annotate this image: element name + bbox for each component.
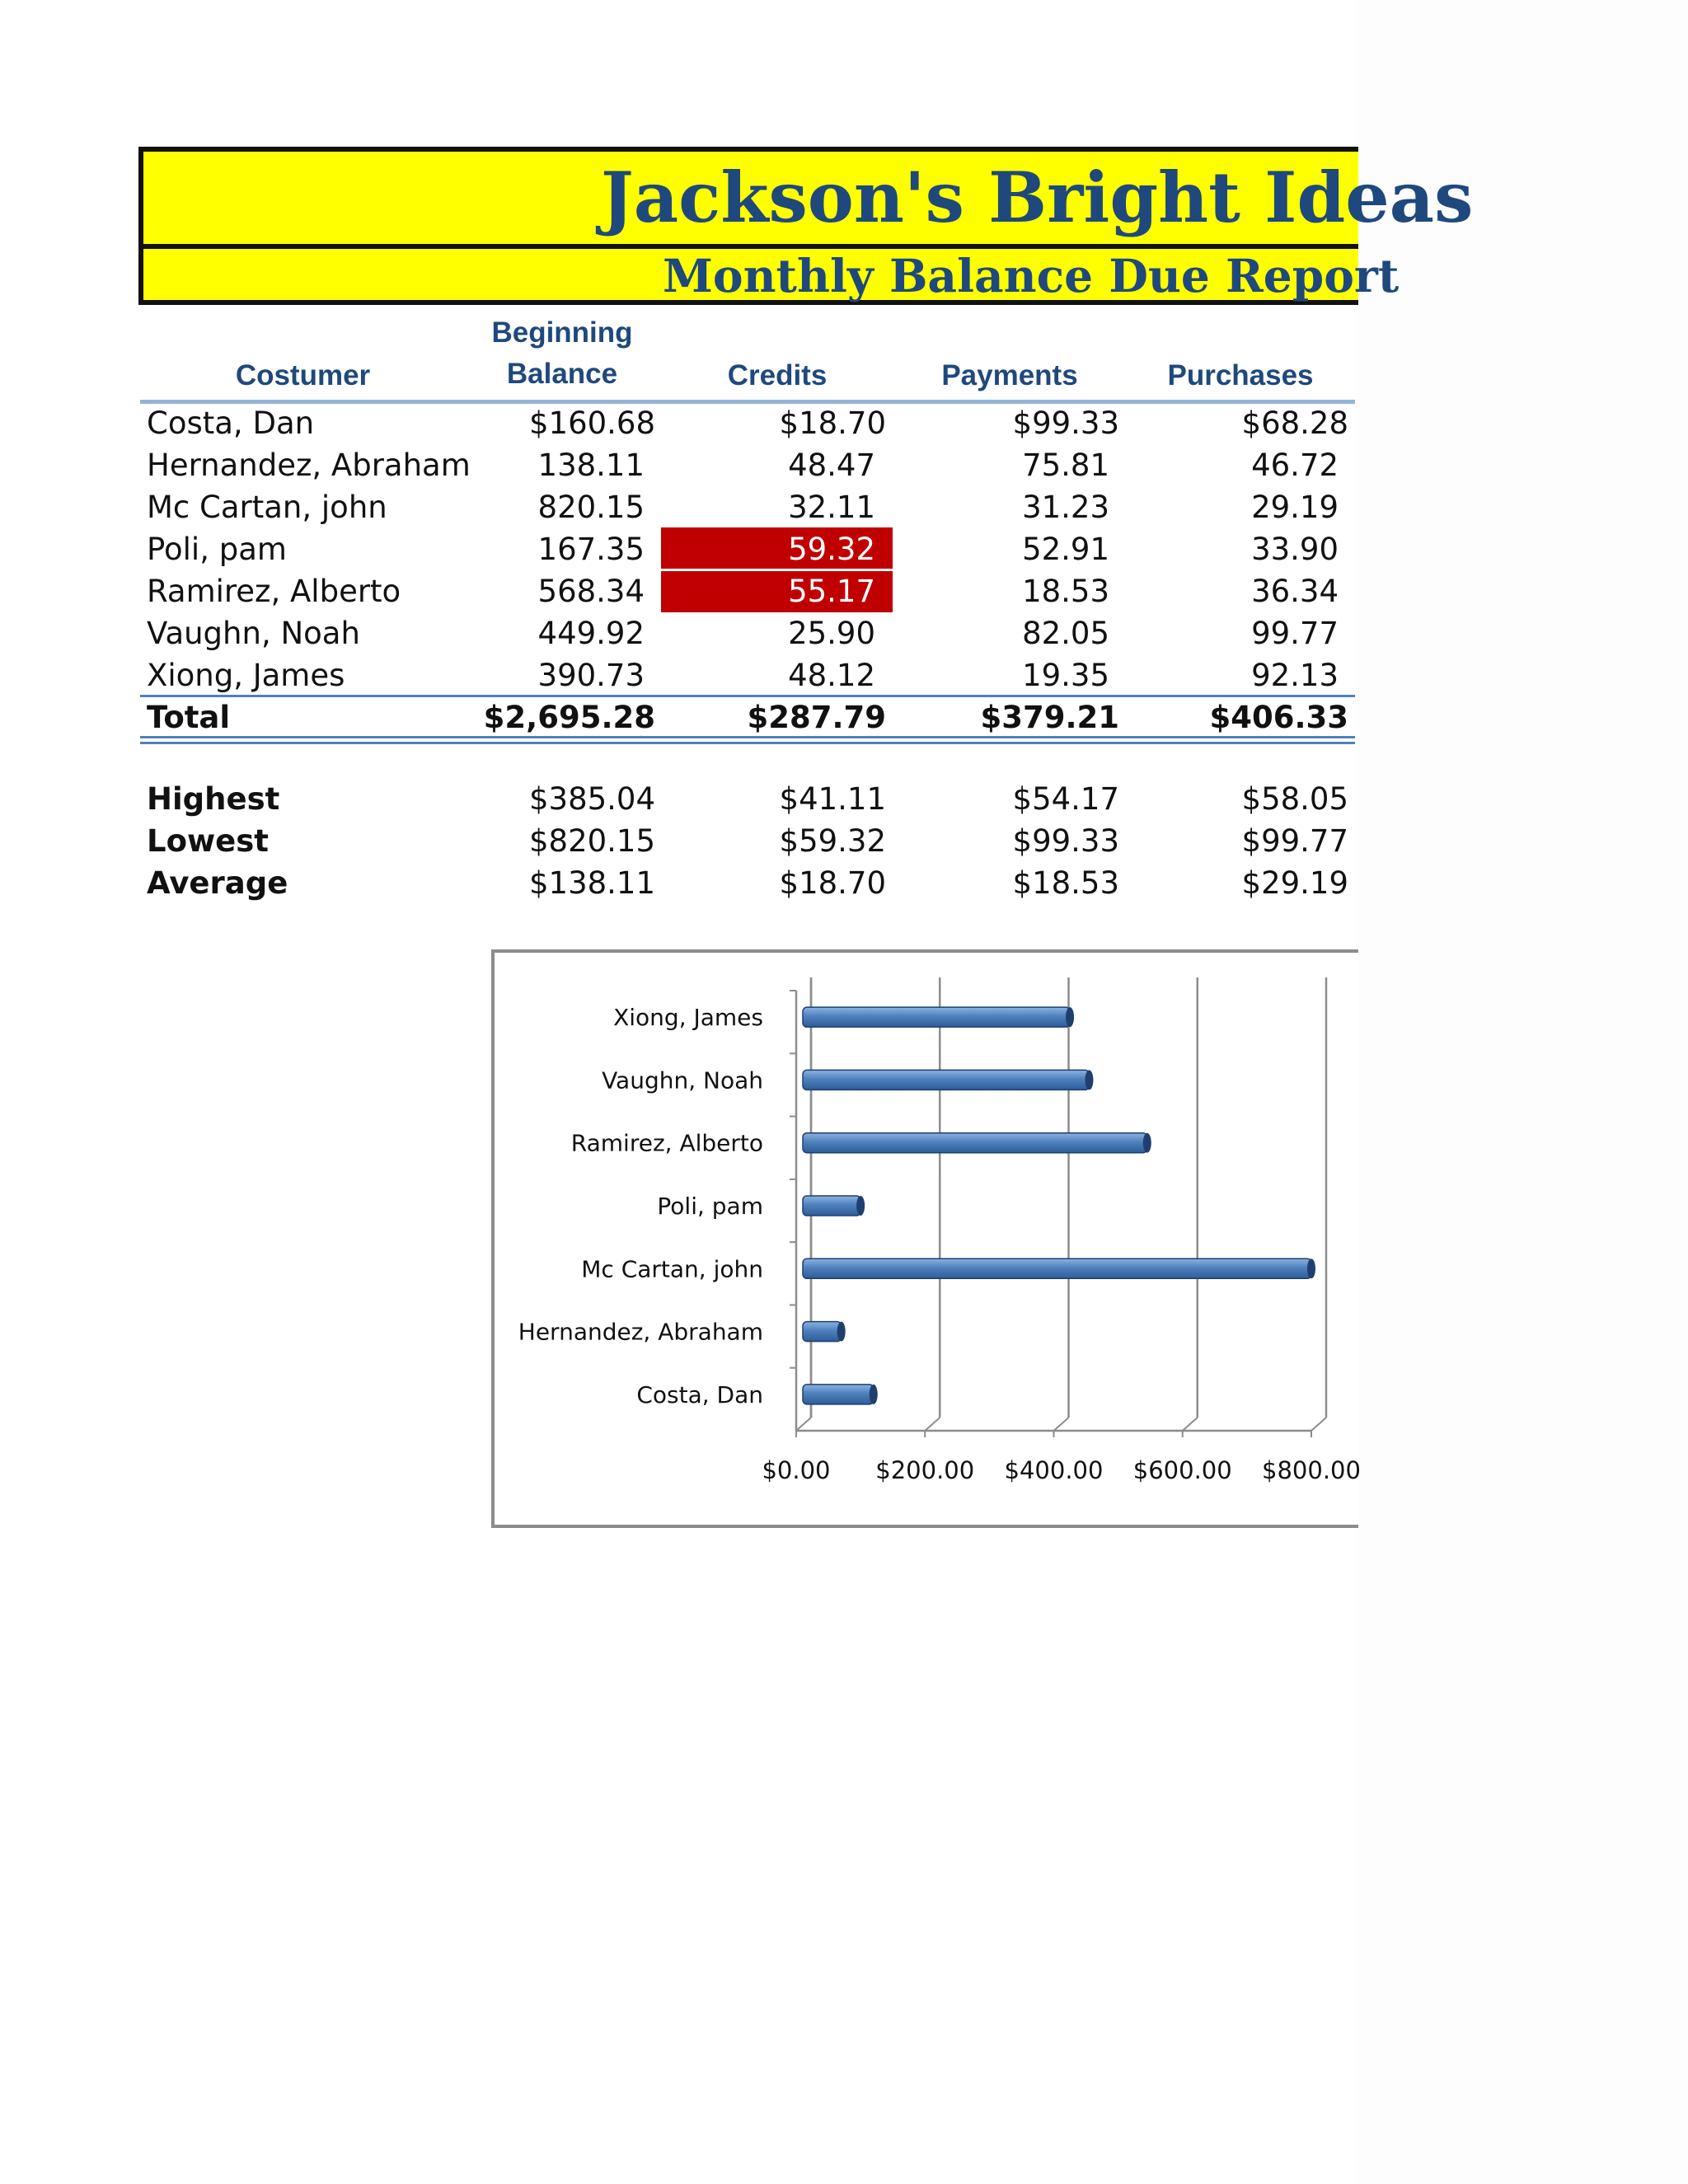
x-tick-label: $200.00 [875, 1456, 975, 1484]
payments-value: $99.33 [1012, 405, 1119, 441]
payments-value: 52.91 [1022, 532, 1109, 567]
purchases-value: 99.77 [1251, 616, 1339, 651]
bar [803, 1133, 1147, 1153]
customer-name: Vaughn, Noah [147, 616, 360, 651]
category-label: Vaughn, Noah [602, 1066, 763, 1094]
floor-line [1054, 1418, 1069, 1431]
credits-value: 55.17 [788, 574, 875, 609]
column-header-beginning-line2: Balance [506, 358, 618, 390]
bar-end-cap [870, 1385, 878, 1404]
stat-beginning: $820.15 [528, 823, 655, 859]
bar [803, 1007, 1070, 1027]
credits-value: 59.32 [788, 532, 875, 567]
report-title: Monthly Balance Due Report [663, 249, 1400, 302]
bar [803, 1258, 1311, 1278]
credits-value: 48.47 [788, 448, 875, 483]
purchases-value: $68.28 [1241, 405, 1348, 441]
floor-line [925, 1418, 940, 1431]
company-title: Jackson's Bright Ideas [601, 157, 1474, 238]
credits-value: $18.70 [779, 405, 886, 441]
credits-value: 48.12 [788, 658, 875, 693]
stat-credits: $59.32 [779, 823, 886, 859]
stat-label: Lowest [147, 823, 269, 859]
bar-end-cap [856, 1196, 865, 1216]
payments-value: 18.53 [1022, 574, 1109, 609]
stat-payments: $18.53 [1012, 865, 1119, 901]
customer-name: Poli, pam [147, 532, 287, 567]
column-header-purchases: Purchases [1167, 359, 1314, 391]
stat-label: Average [147, 865, 288, 901]
stat-credits: $18.70 [779, 865, 886, 901]
x-tick-label: $0.00 [762, 1456, 831, 1484]
bar [803, 1385, 874, 1404]
customer-name: Costa, Dan [147, 405, 315, 441]
category-label: Xiong, James [613, 1004, 763, 1032]
stat-beginning: $138.11 [528, 865, 655, 901]
stat-payments: $99.33 [1012, 823, 1119, 859]
payments-value: 31.23 [1022, 490, 1109, 525]
purchases-value: 36.34 [1251, 574, 1339, 609]
column-header-beginning-line1: Beginning [491, 316, 633, 349]
column-header-customer: Costumer [235, 359, 371, 391]
report-header [138, 147, 1474, 305]
bar-end-cap [1307, 1258, 1315, 1278]
stat-purchases: $99.77 [1241, 823, 1348, 859]
stat-beginning: $385.04 [528, 781, 655, 817]
x-tick-label: $800.00 [1262, 1456, 1361, 1484]
credits-value: 25.90 [788, 616, 875, 651]
customer-name: Xiong, James [147, 658, 345, 693]
bar-end-cap [1143, 1133, 1151, 1153]
purchases-value: 92.13 [1251, 658, 1339, 693]
floor-line [796, 1418, 811, 1431]
purchases-value: 46.72 [1251, 448, 1339, 483]
floor-line [1311, 1418, 1326, 1431]
x-tick-label: $600.00 [1132, 1456, 1232, 1484]
customer-name: Ramirez, Alberto [147, 574, 401, 609]
total-payments: $379.21 [980, 700, 1119, 735]
x-tick-label: $400.00 [1004, 1456, 1104, 1484]
beginning-balance: 390.73 [537, 658, 645, 693]
bar [803, 1196, 860, 1216]
stat-purchases: $58.05 [1241, 781, 1348, 817]
column-header-payments: Payments [941, 359, 1078, 391]
totals-label: Total [147, 700, 231, 735]
credits-value: 32.11 [788, 490, 875, 525]
bar [803, 1070, 1089, 1090]
category-label: Hernandez, Abraham [518, 1318, 763, 1346]
page-margin [1356, 0, 1688, 2184]
stat-label: Highest [147, 781, 280, 817]
stat-payments: $54.17 [1012, 781, 1119, 817]
total-credits: $287.79 [747, 700, 886, 735]
bar [803, 1322, 842, 1342]
category-label: Mc Cartan, john [581, 1255, 763, 1283]
customer-name: Mc Cartan, john [147, 490, 387, 525]
totals-double-rule-1 [140, 736, 1355, 738]
payments-value: 75.81 [1022, 448, 1109, 483]
balance-bar-chart[interactable] [491, 949, 1361, 1528]
stat-credits: $41.11 [779, 781, 886, 817]
header-underline [140, 400, 1355, 404]
bar-end-cap [1066, 1007, 1074, 1027]
category-label: Ramirez, Alberto [570, 1129, 763, 1157]
beginning-balance: 820.15 [537, 490, 645, 525]
column-header-credits: Credits [727, 359, 828, 391]
purchases-value: 29.19 [1251, 490, 1339, 525]
customer-name: Hernandez, Abraham [147, 448, 471, 483]
beginning-balance: 568.34 [537, 574, 645, 609]
beginning-balance: 167.35 [537, 532, 645, 567]
bar-end-cap [837, 1322, 846, 1342]
payments-value: 19.35 [1022, 658, 1109, 693]
floor-line [1183, 1418, 1198, 1431]
category-label: Costa, Dan [636, 1380, 763, 1408]
stat-purchases: $29.19 [1241, 865, 1348, 901]
beginning-balance: $160.68 [528, 405, 655, 441]
beginning-balance: 138.11 [537, 448, 645, 483]
category-label: Poli, pam [657, 1193, 763, 1220]
total-purchases: $406.33 [1209, 700, 1348, 735]
payments-value: 82.05 [1022, 616, 1109, 651]
total-beginning: $2,695.28 [483, 700, 655, 735]
bar-end-cap [1085, 1070, 1093, 1090]
purchases-value: 33.90 [1251, 532, 1339, 567]
totals-double-rule-2 [140, 742, 1355, 744]
beginning-balance: 449.92 [537, 616, 645, 651]
